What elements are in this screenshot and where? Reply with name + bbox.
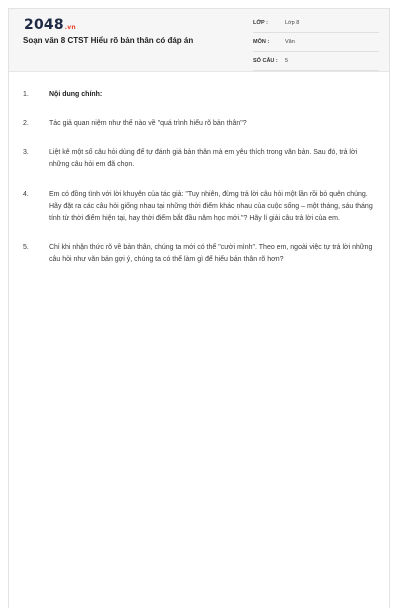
question-text: Tác giả quan niệm như thế nào về "quá trình hiểu rõ bản thân"? [49,120,247,127]
question-text: Nội dung chính: [49,91,103,98]
question-number: 3. [23,149,29,156]
logo-number: 2048 [24,17,64,33]
question-number: 2. [23,120,29,127]
meta-label: MÔN : [253,39,270,45]
meta-value: Lớp 8 [285,20,300,26]
document-header [9,9,389,72]
meta-row-grade [253,17,379,33]
question-list [23,89,379,266]
logo-tld: .vn [64,24,76,31]
question-number: 1. [23,91,29,98]
question-item [23,118,379,130]
question-text: Liệt kê một số câu hỏi dùng để tự đánh giá bản thân mà em yêu thích trong văn bản. Sau đó, trả lời những câu hỏi em đã chọn. [49,149,358,168]
site-logo[interactable] [24,17,76,36]
question-number: 4. [23,191,29,198]
question-item [23,242,379,266]
meta-row-subject [253,36,379,52]
question-item [23,89,379,101]
document-page [8,8,390,608]
question-item [23,147,379,171]
meta-label: SỐ CÂU : [253,58,278,64]
meta-value: 5 [285,58,289,64]
document-title: Soạn văn 8 CTST Hiểu rõ bản thân có đáp án [23,36,194,45]
question-text: Em có đồng tình với lời khuyên của tác giả: "Tuy nhiên, đừng trả lời câu hỏi một lần rồi bỏ quên chúng. Hãy đặt ra các câu hỏi giống nhau tại những thời điểm khác nhau của cuộc sống – một tháng, sáu tháng tính từ thời điểm hiện tại, hay thời điểm bắt đầu năm học mới."? Hãy lí giải câu trả lời của em. [49,191,373,222]
meta-row-count [253,55,379,71]
question-number: 5. [23,244,29,251]
meta-value: Văn [285,39,295,45]
question-text: Chỉ khi nhận thức rõ về bản thân, chúng ta mới có thể "cười mình". Theo em, ngoài việc tự trả lời những câu hỏi như văn bản gợi ý, chúng ta có thể làm gì để hiểu bản thân rõ hơn? [49,244,373,263]
document-meta [253,17,379,74]
meta-label: LỚP : [253,20,268,26]
question-item [23,189,379,225]
